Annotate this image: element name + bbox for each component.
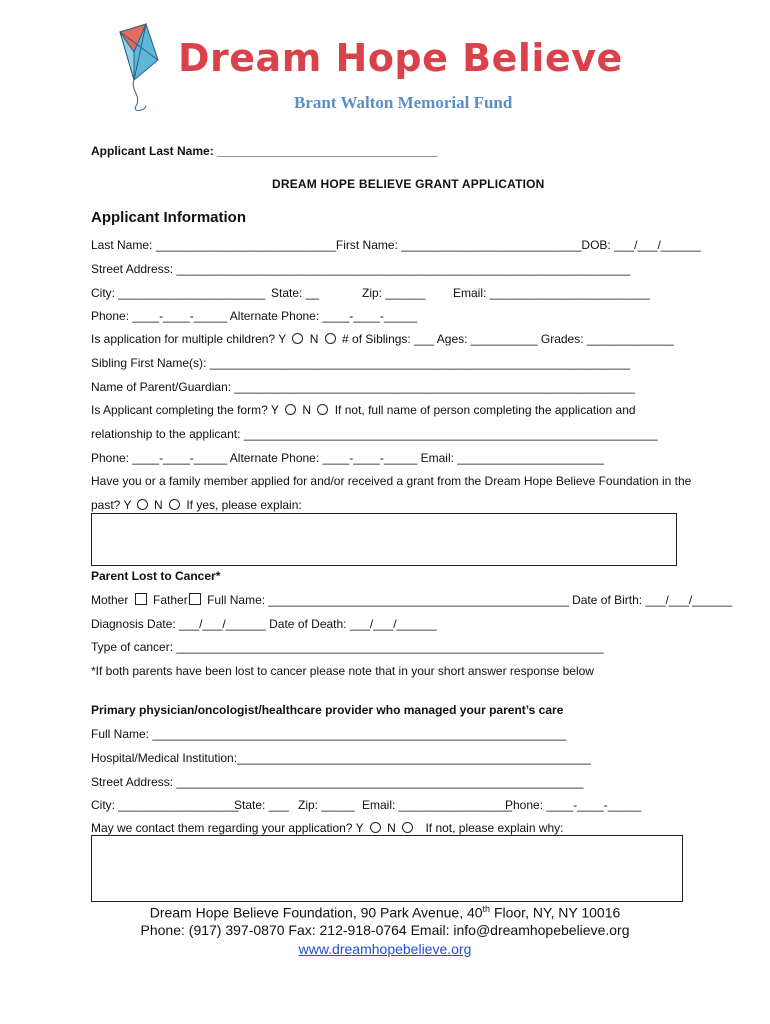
past-y-label: past? Y bbox=[91, 498, 132, 512]
physician-phone-field[interactable]: Phone: ____-____-_____ bbox=[505, 798, 642, 812]
multiple-children-no-radio[interactable] bbox=[325, 333, 336, 344]
contact-if-not-text: If not, please explain why: bbox=[425, 821, 564, 835]
mother-checkbox[interactable] bbox=[135, 593, 147, 605]
kite-logo bbox=[112, 22, 172, 114]
hospital-line[interactable]: Hospital/Medical Institution:_____________________________________________________ bbox=[91, 751, 591, 765]
physician-email-field[interactable]: Email: _________________ bbox=[362, 798, 513, 812]
applicant-completing-yes-radio[interactable] bbox=[285, 404, 296, 415]
physician-state-field[interactable]: State: ___ bbox=[234, 798, 289, 812]
physician-street-line[interactable]: Street Address: _____________________________________________________________ bbox=[91, 775, 584, 789]
if-yes-text: If yes, please explain: bbox=[186, 498, 302, 512]
if-not-text: If not, full name of person completing the application and bbox=[334, 403, 636, 417]
applicant-completing-row bbox=[91, 403, 636, 417]
multiple-children-row bbox=[91, 332, 674, 346]
contact-n-label: N bbox=[387, 821, 396, 835]
physician-heading: Primary physician/oncologist/healthcare provider who managed your parent’s care bbox=[91, 703, 564, 717]
father-checkbox[interactable] bbox=[189, 593, 201, 605]
footer-address-post: Floor, NY, NY 10016 bbox=[490, 904, 621, 921]
past-row bbox=[91, 498, 302, 512]
prior-grant-question: Have you or a family member applied for and/or received a grant from the Dream Hope Believe Foundation in the bbox=[91, 474, 692, 488]
footer-contact: Phone: (917) 397-0870 Fax: 212-918-0764 Email: info@dreamhopebelieve.org bbox=[140, 922, 630, 938]
street-address-line[interactable]: Street Address: ____________________________________________________________________ bbox=[91, 262, 631, 276]
applicant-completing-question: Is Applicant completing the form? Y bbox=[91, 403, 279, 417]
sibling-names-line[interactable]: Sibling First Name(s): _______________________________________________________________ bbox=[91, 356, 631, 370]
zip-field[interactable]: Zip: ______ bbox=[362, 286, 426, 300]
footer-website-row bbox=[0, 941, 770, 957]
father-label: Father bbox=[153, 593, 188, 607]
contact-yes-radio[interactable] bbox=[370, 822, 381, 833]
brand-subtitle: Brant Walton Memorial Fund bbox=[294, 93, 513, 112]
contact-explanation-box[interactable] bbox=[91, 835, 683, 902]
parent-lost-heading: Parent Lost to Cancer* bbox=[91, 569, 221, 583]
name-dob-line[interactable]: Last Name: ___________________________First Name: ___________________________DOB: ___/___/______ bbox=[91, 238, 701, 252]
state-field[interactable]: State: __ bbox=[271, 286, 320, 300]
footer-address bbox=[0, 904, 770, 921]
physician-name-line[interactable]: Full Name: ______________________________________________________________ bbox=[91, 727, 567, 741]
email-field[interactable]: Email: ________________________ bbox=[453, 286, 650, 300]
parent-row bbox=[91, 593, 732, 607]
siblings-fields[interactable]: # of Siblings: ___ Ages: __________ Grades: _____________ bbox=[342, 332, 674, 346]
past-n-label: N bbox=[153, 498, 163, 512]
past-no-radio[interactable] bbox=[169, 499, 180, 510]
applicant-completing-n-label: N bbox=[302, 403, 312, 417]
footer-address-pre: Dream Hope Believe Foundation, 90 Park Avenue, 40 bbox=[149, 904, 483, 921]
applicant-last-name-field[interactable]: Applicant Last Name: _________________________________ bbox=[91, 144, 438, 158]
contact-row bbox=[91, 821, 564, 835]
cancer-type-line[interactable]: Type of cancer: ________________________________________________________________ bbox=[91, 640, 604, 654]
city-field[interactable]: City: ______________________ bbox=[91, 286, 266, 300]
both-parents-note: *If both parents have been lost to cancer please note that in your short answer response below bbox=[91, 664, 594, 678]
relationship-line[interactable]: relationship to the applicant: ______________________________________________________________ bbox=[91, 427, 658, 441]
diagnosis-death-line[interactable]: Diagnosis Date: ___/___/______ Date of Death: ___/___/______ bbox=[91, 617, 437, 631]
multiple-children-yes-radio[interactable] bbox=[292, 333, 303, 344]
contact-no-radio[interactable] bbox=[402, 822, 413, 833]
phone-email-line[interactable]: Phone: ____-____-_____ Alternate Phone: ____-____-_____ Email: ______________________ bbox=[91, 451, 605, 465]
past-yes-radio[interactable] bbox=[137, 499, 148, 510]
contact-question: May we contact them regarding your application? Y bbox=[91, 821, 364, 835]
applicant-completing-no-radio[interactable] bbox=[317, 404, 328, 415]
mother-label: Mother bbox=[91, 593, 129, 607]
multiple-children-question: Is application for multiple children? Y bbox=[91, 332, 286, 346]
footer-website-link[interactable]: www.dreamhopebelieve.org bbox=[298, 941, 472, 957]
brand-title: Dream Hope Believe bbox=[178, 36, 623, 80]
phone-line[interactable]: Phone: ____-____-_____ Alternate Phone: ____-____-_____ bbox=[91, 309, 418, 323]
footer-address-sup: th bbox=[482, 904, 491, 914]
kite-icon bbox=[112, 22, 172, 114]
prior-grant-explanation-box[interactable] bbox=[91, 513, 677, 566]
parent-guardian-line[interactable]: Name of Parent/Guardian: ____________________________________________________________ bbox=[91, 380, 635, 394]
form-title: DREAM HOPE BELIEVE GRANT APPLICATION bbox=[272, 177, 545, 191]
multiple-children-n-label: N bbox=[309, 332, 319, 346]
physician-zip-field[interactable]: Zip: _____ bbox=[298, 798, 355, 812]
parent-name-dob-line[interactable]: Full Name: _____________________________________________ Date of Birth: ___/___/______ bbox=[207, 593, 733, 607]
applicant-info-heading: Applicant Information bbox=[91, 209, 246, 226]
physician-city-field[interactable]: City: __________________ bbox=[91, 798, 239, 812]
